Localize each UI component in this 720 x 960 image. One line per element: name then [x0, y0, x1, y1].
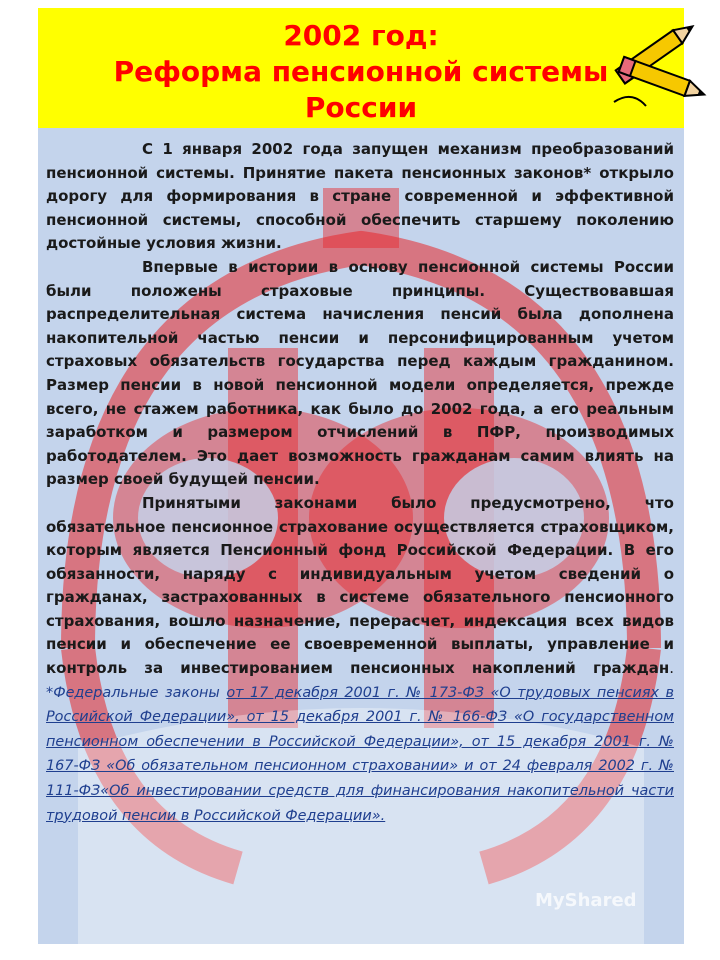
footnote-law-links[interactable]: от 17 декабря 2001 г. № 173-ФЗ «О трудовых пенсиях в Российской Федерации», от 15 декабря 2001 г. № 166-ФЗ «О государственном пенсионном обеспечении в Российской Федерации», от 15 декабря 2001 г. № 167-ФЗ «Об обязательном пенсионном страховании» и от 24 февраля 2002 г. № 111-ФЗ«Об инвестировании средств для финансирования накопительной части трудовой пенсии в Российской Федерации».	[46, 684, 675, 824]
paragraph-3-end: .	[669, 659, 674, 678]
title-line-1: 2002 год:	[283, 19, 439, 52]
paragraph-3	[46, 492, 674, 828]
title-line-2: Реформа пенсионной системы	[113, 55, 609, 88]
title-line-3: России	[304, 91, 418, 124]
main-text	[46, 138, 674, 828]
paragraph-2: Впервые в истории в основу пенсионной системы России были положены страховые принципы. Существовавшая распределительная система начисления пенсий была дополнена накопительной частью пенсии и персонифицированным учетом страховых обязательств государства перед каждым гражданином. Размер пенсии в новой пенсионной модели определяется, прежде всего, не стажем работника, как было до 2002 года, а его реальным заработком и размером отчислений в ПФР, производимых работодателем. Это дает возможность гражданам самим влиять на размер своей будущей пенсии.	[46, 257, 674, 489]
watermark: MyShared	[535, 890, 637, 911]
pencils-icon	[612, 10, 720, 120]
paragraph-3-text: Принятыми законами было предусмотрено, что обязательное пенсионное страхование осуществляется страховщиком, которым является Пенсионный фонд Российской Федерации. В его обязанности, наряду с индивидуальным учетом сведений о гражданах, застрахованных в системе обязательного пенсионного страхования, вошло назначение, перерасчет, индексация всех видов пенсии и обеспечение ее своевременной выплаты, управление и контроль за инвестированием пенсионных накоплений граждан	[46, 493, 674, 678]
paragraph-1: С 1 января 2002 года запущен механизм преобразований пенсионной системы. Принятие пакета пенсионных законов* открыло дорогу для формирования в стране современной и эффективной пенсионной системы, способной обеспечить старшему поколению достойные условия жизни.	[46, 140, 674, 253]
title-banner	[38, 8, 684, 128]
content-panel	[38, 128, 684, 944]
footnote-label: *Федеральные законы	[46, 684, 227, 701]
